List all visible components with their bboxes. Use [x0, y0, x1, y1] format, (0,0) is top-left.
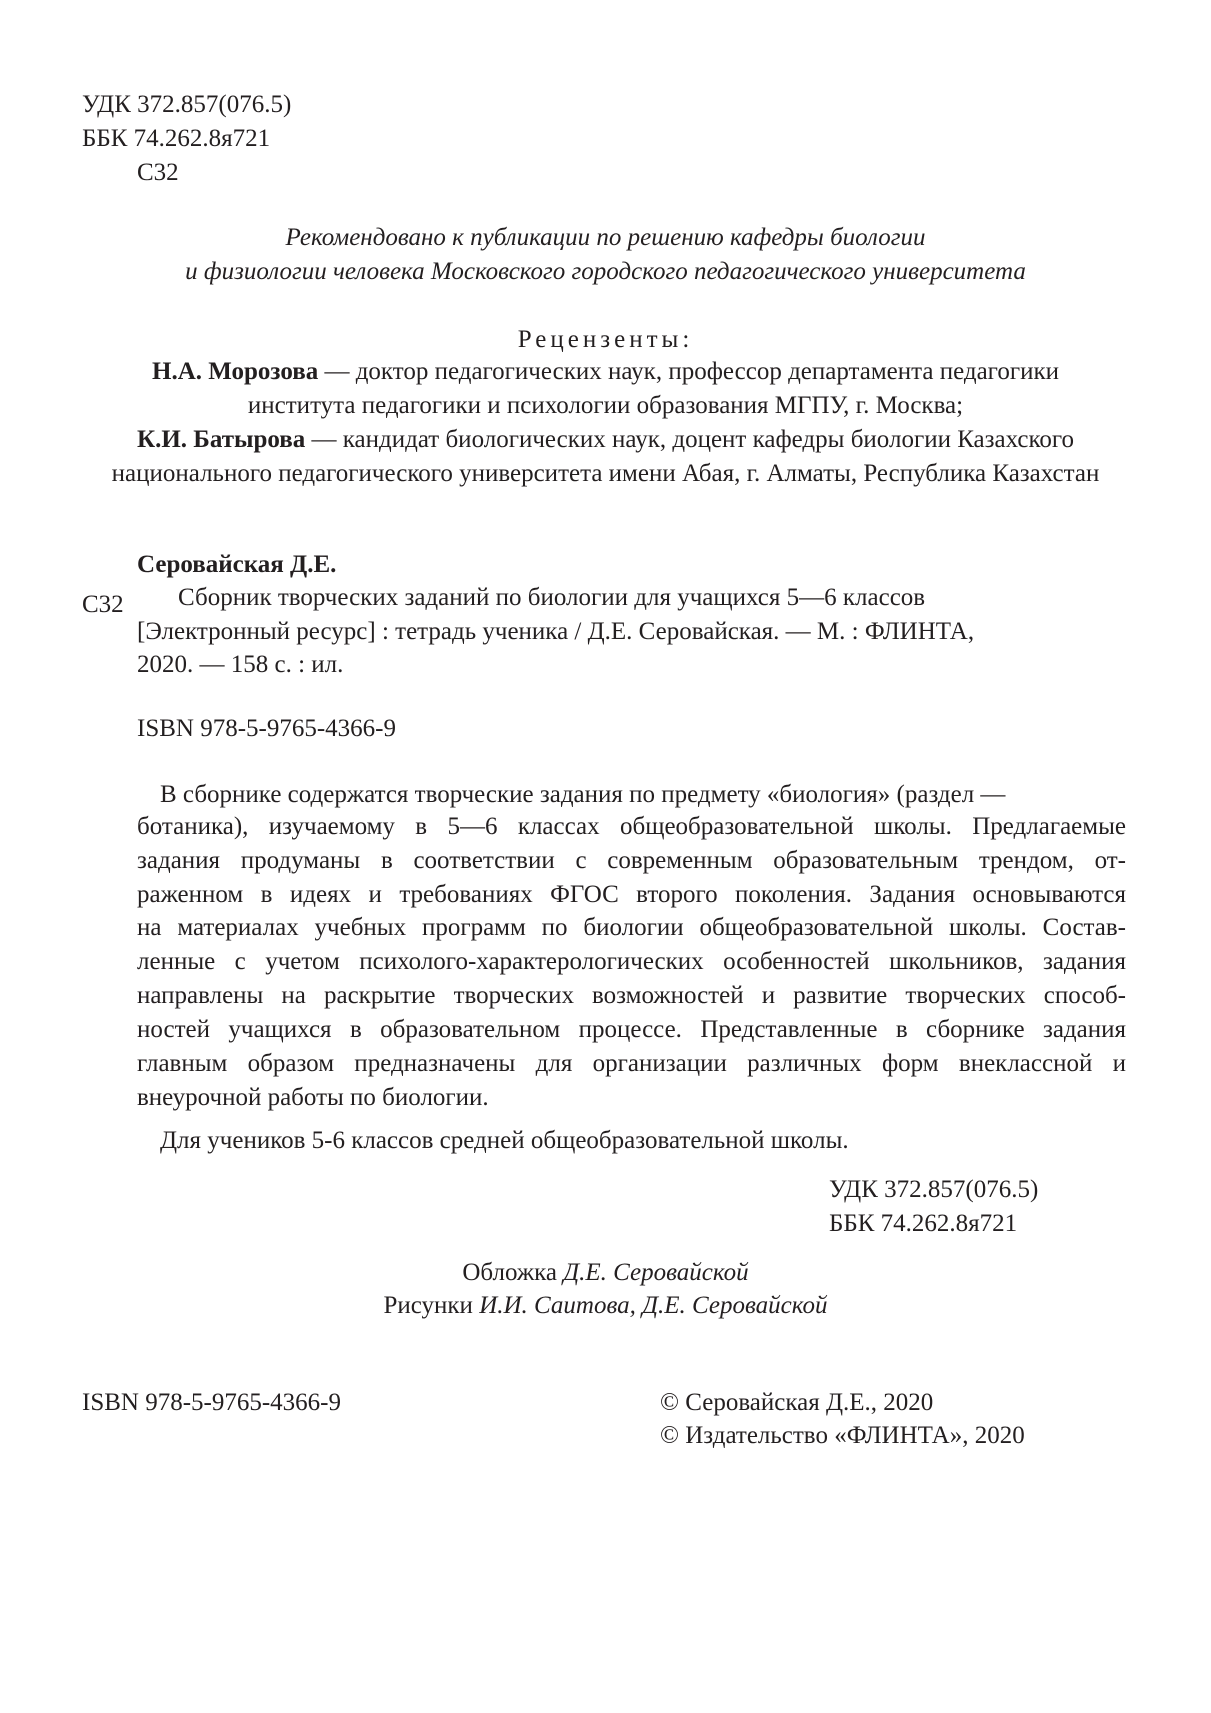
bib-code: С32 — [82, 591, 124, 618]
recommendation-line-2: и физиологии человека Московского городского педагогического университета — [185, 258, 1026, 285]
reviewers-heading: Рецензенты: — [517, 326, 694, 353]
bib-isbn: ISBN 978-5-9765-4366-9 — [137, 715, 397, 742]
reviewer-1-line-2: института педагогики и психологии образования МГПУ, г. Москва; — [247, 392, 964, 419]
reviewer-2 — [0, 427, 1211, 452]
reviewer-2-name: К.И. Батырова — [136, 426, 306, 453]
abstract-line-3: раженном в идеях и требованиях ФГОС второго поколения. Задания основываются — [137, 881, 1126, 908]
footer-copyright-author: © Серовайская Д.Е., 2020 — [660, 1389, 934, 1416]
header-author-code: С32 — [137, 159, 179, 186]
audience-note: Для учеников 5-6 классов средней общеобразовательной школы. — [160, 1127, 849, 1154]
bib-line-1: Сборник творческих заданий по биологии для учащихся 5—6 классов — [178, 584, 926, 611]
abstract-line-8: главным образом предназначены для организации различных форм внеклассной и — [137, 1050, 1126, 1077]
abstract-line-1: ботаника), изучаемому в 5—6 классах общеобразовательной школы. Предлагаемые — [137, 813, 1126, 840]
header-udk: УДК 372.857(076.5) — [82, 91, 292, 118]
abstract-line-4: на материалах учебных программ по биологии общеобразовательной школы. Состав- — [137, 914, 1126, 941]
classification-bbk: ББК 74.262.8я721 — [829, 1210, 1018, 1237]
classification-udk: УДК 372.857(076.5) — [829, 1176, 1039, 1203]
abstract-last-line: внеурочной работы по биологии. — [137, 1084, 489, 1111]
credits-drawings — [0, 1293, 1211, 1318]
reviewer-1 — [0, 359, 1211, 384]
abstract-line-5: ленные с учетом психолого-характерологических особенностей школьников, задания — [137, 948, 1126, 975]
bib-author: Серовайская Д.Е. — [137, 551, 337, 578]
credits-drawings-label: Рисунки — [383, 1292, 480, 1319]
reviewer-2-line-2: национального педагогического университета имени Абая, г. Алматы, Республика Казахстан — [111, 460, 1100, 487]
footer-isbn: ISBN 978-5-9765-4366-9 — [82, 1389, 342, 1416]
abstract-line-2: задания продуманы в соответствии с современным образовательным трендом, от- — [137, 847, 1126, 874]
recommendation-line-1: Рекомендовано к публикации по решению кафедры биологии — [285, 224, 926, 251]
footer-copyright-publisher: © Издательство «ФЛИНТА», 2020 — [660, 1422, 1025, 1449]
abstract-line-0: В сборнике содержатся творческие задания по предмету «биология» (раздел — — [160, 781, 1006, 808]
credits-cover-name: Д.Е. Серовайской — [563, 1259, 749, 1286]
reviewer-2-text: — кандидат биологических наук, доцент кафедры биологии Казахского — [305, 426, 1075, 453]
credits-cover-label: Обложка — [462, 1259, 564, 1286]
reviewer-1-text: — доктор педагогических наук, профессор департамента педагогики — [318, 358, 1059, 385]
bib-line-3: 2020. — 158 с. : ил. — [137, 651, 344, 678]
abstract-line-6: направлены на раскрытие творческих возможностей и развитие творческих способ- — [137, 982, 1126, 1009]
bib-line-2: [Электронный ресурс] : тетрадь ученика / Д.Е. Серовайская. — М. : ФЛИНТА, — [137, 618, 975, 645]
header-bbk: ББК 74.262.8я721 — [82, 125, 271, 152]
abstract-line-7: ностей учащихся в образовательном процессе. Представленные в сборнике задания — [137, 1016, 1126, 1043]
reviewer-1-name: Н.А. Морозова — [152, 358, 319, 385]
credits-drawings-names: И.И. Саитова, Д.Е. Серовайской — [479, 1292, 828, 1319]
credits-cover — [0, 1260, 1211, 1285]
